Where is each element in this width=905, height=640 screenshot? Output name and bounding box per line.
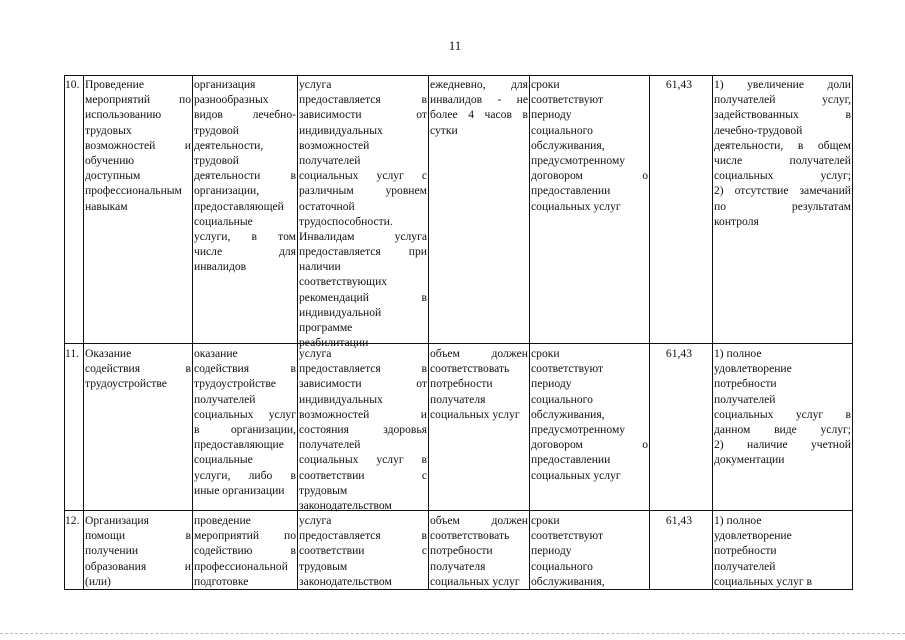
content-line: мероприятий по <box>194 529 296 543</box>
terms-line: соответствуют <box>531 93 604 107</box>
conditions-line: зависимости от <box>299 377 427 391</box>
terms-line: договором о <box>531 169 648 183</box>
quality-line: документации <box>714 453 785 467</box>
content-line: организация <box>194 78 256 91</box>
service-volume-cell <box>430 346 528 422</box>
conditions-line: предоставляется в <box>299 529 427 543</box>
terms-line: сроки <box>531 347 560 360</box>
column-divider <box>192 75 193 590</box>
name-line: профессиональным <box>85 184 182 198</box>
name-line: помощи в <box>85 529 191 543</box>
conditions-line: соответствующих <box>299 275 388 289</box>
quality-line: получателей услуг, <box>714 93 851 107</box>
content-line: содействия в <box>194 362 296 376</box>
quality-line: 1) увеличение доли <box>714 78 851 91</box>
terms-line: предусмотренному <box>531 422 626 436</box>
name-line: получении <box>85 544 139 558</box>
service-conditions-cell <box>299 513 427 589</box>
conditions-line: получателей <box>299 153 361 167</box>
terms-line: договором о <box>531 438 648 452</box>
content-line: получателей <box>194 392 256 406</box>
quality-line: лечебно-трудовой <box>714 123 803 137</box>
conditions-line: услуга <box>299 78 332 91</box>
table-border-bottom <box>64 589 852 590</box>
service-price: 61,43 <box>665 514 692 527</box>
quality-line: удовлетворение <box>714 529 792 543</box>
volume-line: получателя <box>430 559 486 573</box>
service-price-cell <box>652 77 692 92</box>
terms-line: периоду <box>531 377 572 391</box>
terms-line: социальных услуг <box>531 468 621 482</box>
content-line: предоставляющей <box>194 199 284 213</box>
content-line: в организации, <box>194 422 296 436</box>
service-price: 61,43 <box>665 347 692 360</box>
quality-line: контроля <box>714 214 759 228</box>
content-line: деятельности, <box>194 138 264 152</box>
conditions-line: социальных услуг в <box>299 453 427 467</box>
service-price: 61,43 <box>665 78 692 91</box>
volume-line: инвалидов - не <box>430 93 528 107</box>
terms-line: сроки <box>531 514 560 527</box>
conditions-line: трудовым <box>299 483 348 497</box>
content-line: видов лечебно- <box>194 108 296 122</box>
conditions-line: реабилитации <box>299 336 369 350</box>
service-name-cell <box>85 513 191 589</box>
quality-indicators-cell <box>714 513 851 589</box>
content-line: трудоустройстве <box>194 377 276 391</box>
terms-line: социального <box>531 392 593 406</box>
column-divider <box>712 75 713 590</box>
content-line: подготовке <box>194 574 249 588</box>
name-line: мероприятий по <box>85 93 191 107</box>
conditions-line: услуга <box>299 347 332 360</box>
service-volume-cell <box>430 77 528 138</box>
content-line: трудовой <box>194 123 240 137</box>
terms-line: предусмотренному <box>531 153 626 167</box>
service-terms-cell <box>531 513 648 589</box>
content-line: профессиональной <box>194 559 288 573</box>
conditions-line: остаточной <box>299 199 355 213</box>
volume-line: более 4 часов в <box>430 108 528 122</box>
name-line: навыкам <box>85 199 128 213</box>
name-line: образования и <box>85 559 191 573</box>
row-number-cell <box>65 77 83 92</box>
column-divider <box>649 75 650 590</box>
conditions-line: услуга <box>299 514 332 527</box>
name-line: Проведение <box>85 78 144 91</box>
quality-line: данном виде услуг; <box>714 422 851 436</box>
row-number-cell <box>65 346 83 361</box>
service-name-cell <box>85 346 191 392</box>
content-line: услуги, в том <box>194 229 296 243</box>
volume-line: объем должен <box>430 514 528 527</box>
table-border-top <box>64 75 852 76</box>
name-line: Организация <box>85 514 149 527</box>
service-conditions-cell <box>299 77 427 350</box>
quality-line: задействованных в <box>714 108 851 122</box>
conditions-line: соответствии с <box>299 544 427 558</box>
quality-line: 1) полное <box>714 514 762 527</box>
quality-line: по результатам <box>714 199 851 213</box>
content-line: социальных услуг <box>194 407 296 421</box>
content-line: предоставляющие <box>194 438 284 452</box>
quality-line: числе получателей <box>714 153 851 167</box>
volume-line: соответствовать <box>430 362 510 376</box>
content-line: деятельности в <box>194 169 296 183</box>
service-name-cell <box>85 77 191 214</box>
volume-line: потребности <box>430 377 493 391</box>
service-terms-cell <box>531 346 648 483</box>
quality-line: получателей <box>714 559 776 573</box>
quality-line: социальных услуг; <box>714 169 851 183</box>
volume-line: соответствовать <box>430 529 510 543</box>
quality-line: социальных услуг в <box>714 407 851 421</box>
content-line: инвалидов <box>194 260 247 274</box>
quality-indicators-cell <box>714 346 851 468</box>
name-line: возможностей и <box>85 138 191 152</box>
content-line: содействию в <box>194 544 296 558</box>
service-price-cell <box>652 513 692 528</box>
terms-line: периоду <box>531 108 572 122</box>
terms-line: периоду <box>531 544 572 558</box>
terms-line: социального <box>531 559 593 573</box>
conditions-line: предоставляется в <box>299 93 427 107</box>
quality-line: деятельности, в общем <box>714 138 851 152</box>
terms-line: социальных услуг <box>531 199 621 213</box>
row-number: 11. <box>65 347 80 360</box>
volume-line: потребности <box>430 544 493 558</box>
conditions-line: социальных услуг с <box>299 169 427 183</box>
terms-line: сроки <box>531 78 560 91</box>
conditions-line: индивидуальных <box>299 123 383 137</box>
name-line: обучению <box>85 153 135 167</box>
conditions-line: различным уровнем <box>299 184 427 198</box>
conditions-line: возможностей и <box>299 407 427 421</box>
conditions-line: получателей <box>299 438 361 452</box>
content-line: оказание <box>194 347 238 360</box>
volume-line: социальных услуг <box>430 407 520 421</box>
name-line: (или) <box>85 574 111 588</box>
terms-line: обслуживания, <box>531 407 605 421</box>
conditions-line: программе <box>299 321 353 334</box>
terms-line: предоставлении <box>531 184 611 198</box>
service-terms-cell <box>531 77 648 214</box>
column-divider <box>529 75 530 590</box>
service-volume-cell <box>430 513 528 589</box>
content-line: социальные <box>194 214 253 228</box>
conditions-line: предоставляется при <box>299 245 427 259</box>
name-line: доступным <box>85 169 141 183</box>
terms-line: обслуживания, <box>531 138 605 152</box>
terms-line: соответствуют <box>531 362 604 376</box>
name-line: Оказание <box>85 347 132 360</box>
services-table <box>64 75 852 590</box>
column-divider <box>428 75 429 590</box>
terms-line: предоставлении <box>531 453 611 467</box>
service-price-cell <box>652 346 692 361</box>
volume-line: ежедневно, для <box>430 78 528 91</box>
row-divider <box>64 510 852 511</box>
conditions-line: трудоспособности. <box>299 214 393 228</box>
content-line: трудовой <box>194 153 240 167</box>
name-line: содействия в <box>85 362 191 376</box>
row-number: 12. <box>65 514 80 527</box>
conditions-line: индивидуальной <box>299 305 382 319</box>
column-divider <box>297 75 298 590</box>
name-line: трудоустройстве <box>85 377 167 391</box>
terms-line: соответствуют <box>531 529 604 543</box>
terms-line: обслуживания, <box>531 574 605 588</box>
quality-line: социальных услуг в <box>714 574 813 588</box>
page-number: 11 <box>448 38 462 53</box>
content-line: разнообразных <box>194 93 269 107</box>
conditions-line: рекомендаций в <box>299 290 427 304</box>
row-divider <box>64 343 852 344</box>
volume-line: объем должен <box>430 347 528 360</box>
quality-line: получателей <box>714 392 776 406</box>
row-number-cell <box>65 513 83 528</box>
quality-indicators-cell <box>714 77 851 229</box>
quality-line: потребности <box>714 377 777 391</box>
conditions-line: законодательством <box>299 498 392 512</box>
name-line: трудовых <box>85 123 132 137</box>
quality-line: 2) наличие учетной <box>714 438 851 452</box>
content-line: иные организации <box>194 483 285 497</box>
conditions-line: возможностей <box>299 138 370 152</box>
quality-line: 2) отсутствие замечаний <box>714 184 851 198</box>
conditions-line: Инвалидам услуга <box>299 229 427 243</box>
volume-line: сутки <box>430 123 458 137</box>
conditions-line: предоставляется в <box>299 362 427 376</box>
conditions-line: законодательством <box>299 574 392 588</box>
content-line: числе для <box>194 245 296 259</box>
conditions-line: соответствии с <box>299 468 427 482</box>
terms-line: социального <box>531 123 593 137</box>
content-line: организации, <box>194 184 260 198</box>
name-line: использованию <box>85 108 162 122</box>
conditions-line: индивидуальных <box>299 392 383 406</box>
service-conditions-cell <box>299 346 427 513</box>
content-line: проведение <box>194 514 251 527</box>
table-border-right <box>852 75 853 590</box>
scan-edge-line <box>0 633 905 634</box>
quality-line: потребности <box>714 544 777 558</box>
volume-line: получателя <box>430 392 486 406</box>
row-number: 10. <box>65 78 80 91</box>
quality-line: 1) полное <box>714 347 762 360</box>
conditions-line: зависимости от <box>299 108 427 122</box>
conditions-line: наличии <box>299 260 341 274</box>
content-line: социальные <box>194 453 253 467</box>
conditions-line: состояния здоровья <box>299 422 427 436</box>
volume-line: социальных услуг <box>430 574 520 588</box>
column-divider <box>83 75 84 590</box>
quality-line: удовлетворение <box>714 362 792 376</box>
service-content-cell <box>194 77 296 274</box>
service-content-cell <box>194 346 296 498</box>
service-content-cell <box>194 513 296 589</box>
conditions-line: трудовым <box>299 559 348 573</box>
content-line: услуги, либо в <box>194 468 296 482</box>
